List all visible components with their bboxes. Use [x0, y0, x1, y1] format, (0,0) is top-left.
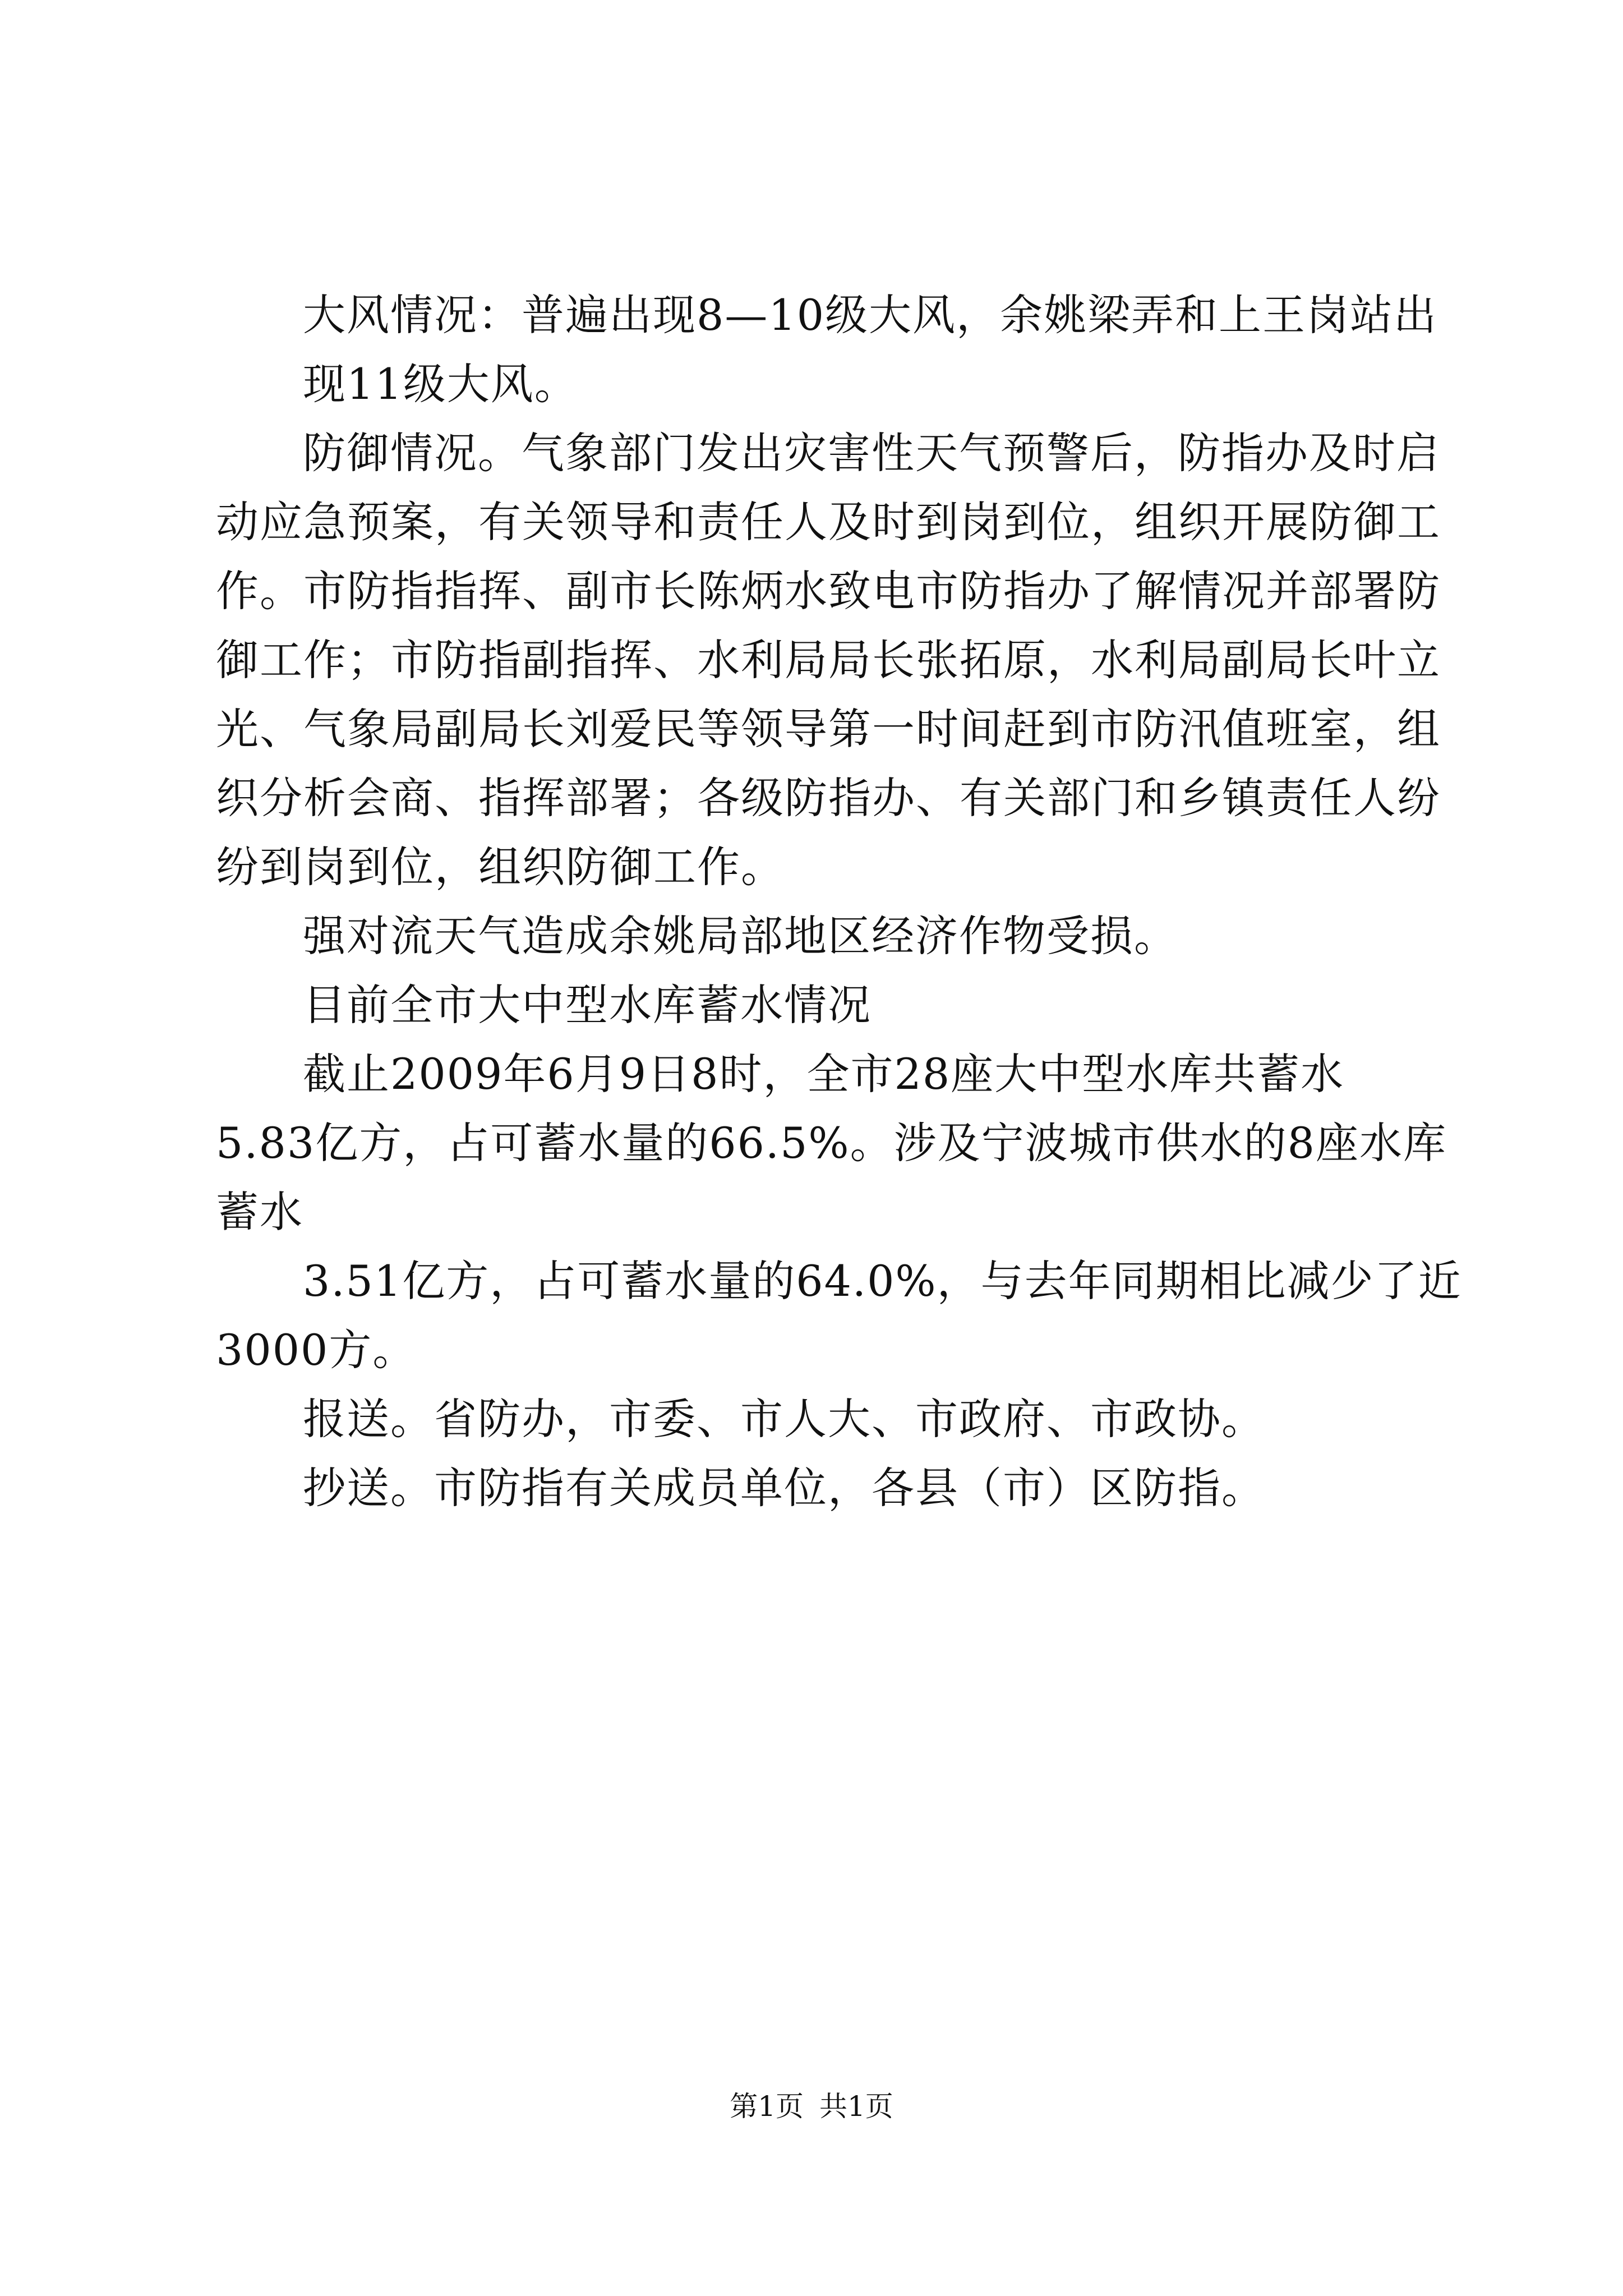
text-line: 防御情况。气象部门发出灾害性天气预警后，防指办及时启: [303, 428, 1440, 478]
text-line: 蓄水: [216, 1187, 303, 1237]
page-total: 共1页: [819, 2090, 893, 2123]
text-line: 3000方。: [216, 1325, 417, 1375]
text-line: 大风情况：普遍出现8—10级大风，余姚梁弄和上王岗站出: [303, 290, 1438, 340]
page-number: 第1页: [730, 2090, 804, 2123]
text-line: 作。市防指指挥、副市长陈炳水致电市防指办了解情况并部署防: [216, 566, 1441, 616]
text-line: 织分析会商、指挥部署；各级防指办、有关部门和乡镇责任人纷: [216, 773, 1441, 823]
text-line: 御工作；市防指副指挥、水利局局长张拓原，水利局副局长叶立: [216, 635, 1441, 685]
text-line: 光、气象局副局长刘爱民等领导第一时间赶到市防汛值班室，组: [216, 704, 1441, 754]
document-body: [216, 280, 1462, 1522]
text-line: 纷到岗到位，组织防御工作。: [216, 842, 785, 892]
text-line: 截止2009年6月9日8时，全市28座大中型水库共蓄水: [303, 1049, 1345, 1099]
text-line: 现11级大风。: [303, 359, 578, 409]
text-line: 强对流天气造成余姚局部地区经济作物受损。: [303, 911, 1178, 961]
text-line: 动应急预案，有关领导和责任人及时到岗到位，组织开展防御工: [216, 497, 1441, 547]
text-line: 3.51亿方，占可蓄水量的64.0%，与去年同期相比减少了近: [303, 1256, 1462, 1306]
text-line: 5.83亿方，占可蓄水量的66.5%。涉及宁波城市供水的8座水库: [216, 1118, 1447, 1168]
text-line: 目前全市大中型水库蓄水情况: [303, 980, 872, 1030]
page-footer: [0, 2087, 1623, 2126]
text-line: 抄送。市防指有关成员单位，各县（市）区防指。: [303, 1463, 1265, 1513]
text-line: 报送。省防办，市委、市人大、市政府、市政协。: [303, 1394, 1265, 1444]
